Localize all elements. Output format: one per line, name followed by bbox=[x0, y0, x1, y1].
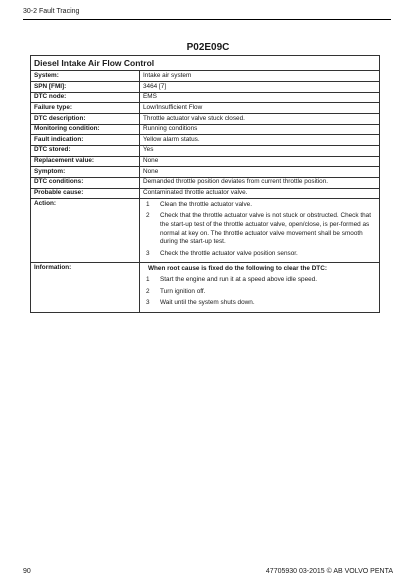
row-value: None bbox=[140, 167, 380, 178]
table-row bbox=[31, 103, 380, 114]
information-heading: When root cause is fixed do the following to clear the DTC: bbox=[148, 264, 327, 272]
row-label: Monitoring condition: bbox=[31, 124, 140, 135]
step-item bbox=[143, 201, 376, 210]
step-text: Check the throttle actuator valve position sensor. bbox=[160, 249, 298, 257]
table-row bbox=[31, 156, 380, 167]
step-item bbox=[143, 288, 376, 297]
row-label: System: bbox=[31, 71, 140, 82]
step-number: 2 bbox=[146, 212, 150, 220]
table-row bbox=[31, 82, 380, 93]
step-text: Check that the throttle actuator valve is not stuck or obstructed. Check that the start-up test of the throttle actuator valve, open/close, is per-formed as normal at key on. The throttle actuator valve movement shall be smooth during the start-up test. bbox=[160, 212, 371, 246]
table-row bbox=[31, 135, 380, 146]
step-item bbox=[143, 250, 376, 259]
step-number: 2 bbox=[146, 287, 150, 295]
row-value: Contaminated throttle actuator valve. bbox=[140, 188, 380, 199]
row-value: Demanded throttle position deviates from current throttle position. bbox=[140, 177, 380, 188]
table-caption-row bbox=[31, 56, 380, 71]
step-text: Clean the throttle actuator valve. bbox=[160, 200, 253, 208]
row-value: Low/Insufficient Flow bbox=[140, 103, 380, 114]
document-id: 47705930 03-2015 © AB VOLVO PENTA bbox=[265, 568, 393, 575]
row-value: 3464 [7] bbox=[140, 82, 380, 93]
row-value: Yellow alarm status. bbox=[140, 135, 380, 146]
table-row bbox=[31, 71, 380, 82]
row-label: DTC conditions: bbox=[31, 177, 140, 188]
information-content bbox=[140, 263, 380, 313]
row-label: DTC description: bbox=[31, 114, 140, 125]
row-label: Symptom: bbox=[31, 167, 140, 178]
table-row bbox=[31, 167, 380, 178]
row-label: DTC stored: bbox=[31, 145, 140, 156]
row-value: Throttle actuator valve stuck closed. bbox=[140, 114, 380, 125]
table-row bbox=[31, 177, 380, 188]
row-label: Fault indication: bbox=[31, 135, 140, 146]
table-caption: Diesel Intake Air Flow Control bbox=[31, 56, 380, 71]
row-label: Probable cause: bbox=[31, 188, 140, 199]
step-number: 3 bbox=[146, 299, 150, 307]
step-list bbox=[143, 201, 376, 259]
step-number: 3 bbox=[146, 249, 150, 257]
dtc-code-title: P02E09C bbox=[186, 42, 230, 53]
step-text: Wait until the system shuts down. bbox=[160, 299, 255, 307]
action-label: Action: bbox=[31, 199, 140, 263]
step-item bbox=[143, 299, 376, 308]
information-row bbox=[31, 263, 380, 313]
step-list bbox=[143, 276, 376, 308]
row-label: SPN [FMI]: bbox=[31, 82, 140, 93]
row-value: Yes bbox=[140, 145, 380, 156]
action-row bbox=[31, 199, 380, 263]
row-value: EMS bbox=[140, 92, 380, 103]
step-item bbox=[143, 276, 376, 285]
step-number: 1 bbox=[146, 276, 150, 284]
row-value: Intake air system bbox=[140, 71, 380, 82]
row-label: Failure type: bbox=[31, 103, 140, 114]
page-number: 90 bbox=[23, 568, 31, 575]
row-label: Replacement value: bbox=[31, 156, 140, 167]
dtc-table-body bbox=[31, 56, 380, 313]
table-row bbox=[31, 188, 380, 199]
step-number: 1 bbox=[146, 200, 150, 208]
row-label: DTC node: bbox=[31, 92, 140, 103]
header-divider bbox=[23, 19, 391, 20]
step-text: Start the engine and run it at a speed above idle speed. bbox=[160, 276, 318, 284]
information-label: Information: bbox=[31, 263, 140, 313]
table-row bbox=[31, 124, 380, 135]
step-item bbox=[143, 212, 376, 247]
table-row bbox=[31, 114, 380, 125]
table-row bbox=[31, 92, 380, 103]
action-steps bbox=[140, 199, 380, 263]
step-text: Turn ignition off. bbox=[160, 287, 206, 295]
dtc-table bbox=[30, 55, 380, 313]
row-value: Running conditions bbox=[140, 124, 380, 135]
table-row bbox=[31, 145, 380, 156]
row-value: None bbox=[140, 156, 380, 167]
section-header: 30-2 Fault Tracing bbox=[23, 8, 80, 15]
